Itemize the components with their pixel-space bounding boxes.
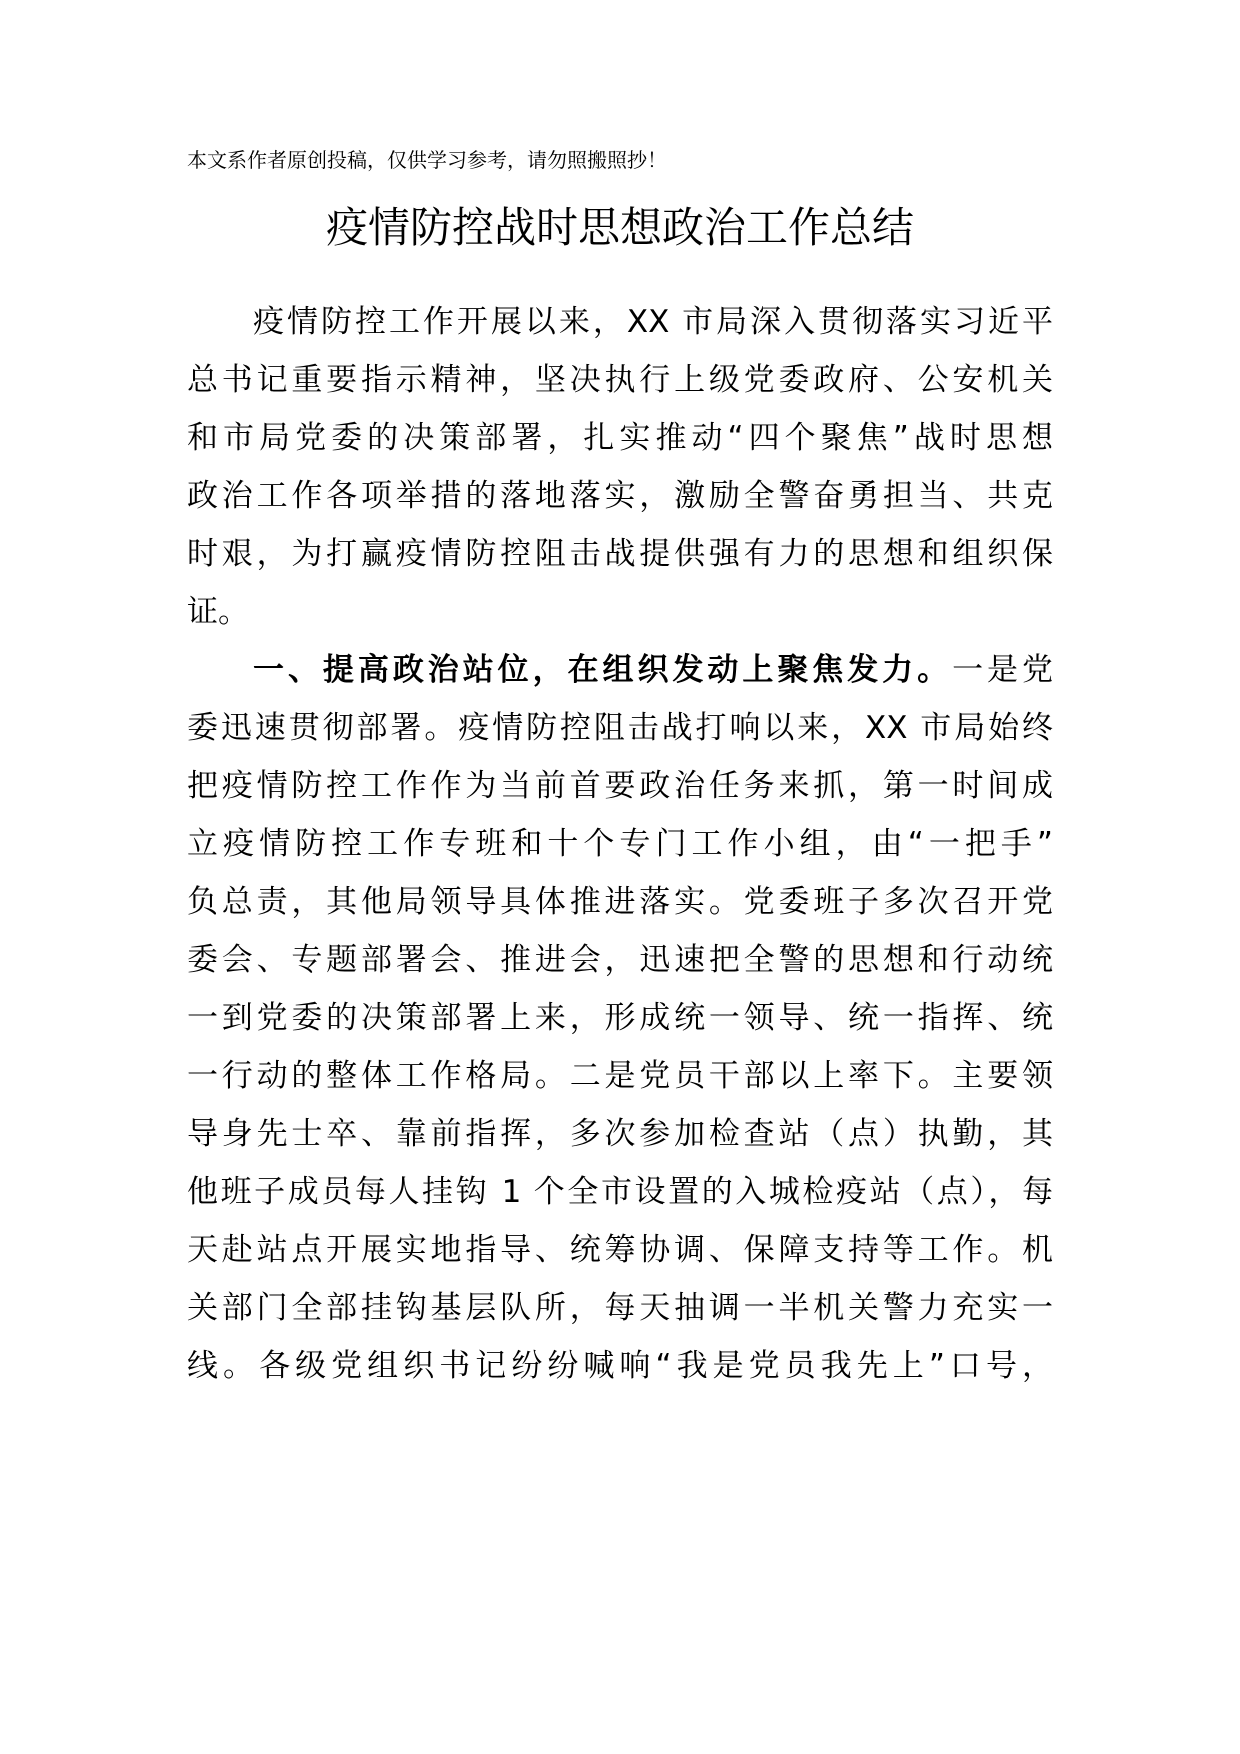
paragraph-section-1 bbox=[187, 641, 1053, 1395]
text-line: 疫情防控工作开展以来，XX 市局深入贯彻落实习近平 bbox=[253, 304, 1053, 340]
text-line: 线。各级党组织书记纷纷喊响“我是党员我先上”口号， bbox=[187, 1348, 1053, 1384]
text-line: 关部门全部挂钩基层队所，每天抽调一半机关警力充实一 bbox=[187, 1290, 1053, 1326]
document-body bbox=[187, 293, 1053, 1395]
document-title: 疫情防控战时思想政治工作总结 bbox=[325, 203, 914, 252]
text-line: 委迅速贯彻部署。疫情防控阻击战打响以来，XX 市局始终 bbox=[187, 710, 1053, 746]
paragraph-intro bbox=[187, 293, 1053, 641]
text-line: 把疫情防控工作作为当前首要政治任务来抓，第一时间成 bbox=[187, 768, 1053, 804]
text-line: 他班子成员每人挂钩 1 个全市设置的入城检疫站（点），每 bbox=[187, 1174, 1053, 1210]
copyright-note: 本文系作者原创投稿，仅供学习参考，请勿照搬照抄！ bbox=[187, 148, 667, 172]
text-line: 时艰，为打赢疫情防控阻击战提供强有力的思想和组织保 bbox=[187, 536, 1053, 572]
text-line: 总书记重要指示精神，坚决执行上级党委政府、公安机关 bbox=[187, 362, 1053, 398]
text-line: 政治工作各项举措的落地落实，激励全警奋勇担当、共克 bbox=[187, 478, 1053, 514]
text-fragment: 一是党 bbox=[952, 652, 1054, 688]
text-line bbox=[187, 641, 1053, 699]
text-line: 一到党委的决策部署上来，形成统一领导、统一指挥、统 bbox=[187, 1000, 1053, 1036]
text-line: 天赴站点开展实地指导、统筹协调、保障支持等工作。机 bbox=[187, 1232, 1053, 1268]
text-line: 证。 bbox=[187, 594, 249, 630]
section-heading: 一、提高政治站位，在组织发动上聚焦发力。 bbox=[253, 652, 953, 688]
text-line: 委会、专题部署会、推进会，迅速把全警的思想和行动统 bbox=[187, 942, 1053, 978]
text-line: 一行动的整体工作格局。二是党员干部以上率下。主要领 bbox=[187, 1058, 1053, 1094]
text-line: 负总责，其他局领导具体推进落实。党委班子多次召开党 bbox=[187, 884, 1053, 920]
text-line: 和市局党委的决策部署，扎实推动“四个聚焦”战时思想 bbox=[187, 420, 1053, 456]
text-line: 立疫情防控工作专班和十个专门工作小组，由“一把手” bbox=[187, 826, 1053, 862]
text-line: 导身先士卒、靠前指挥，多次参加检查站（点）执勤，其 bbox=[187, 1116, 1053, 1152]
